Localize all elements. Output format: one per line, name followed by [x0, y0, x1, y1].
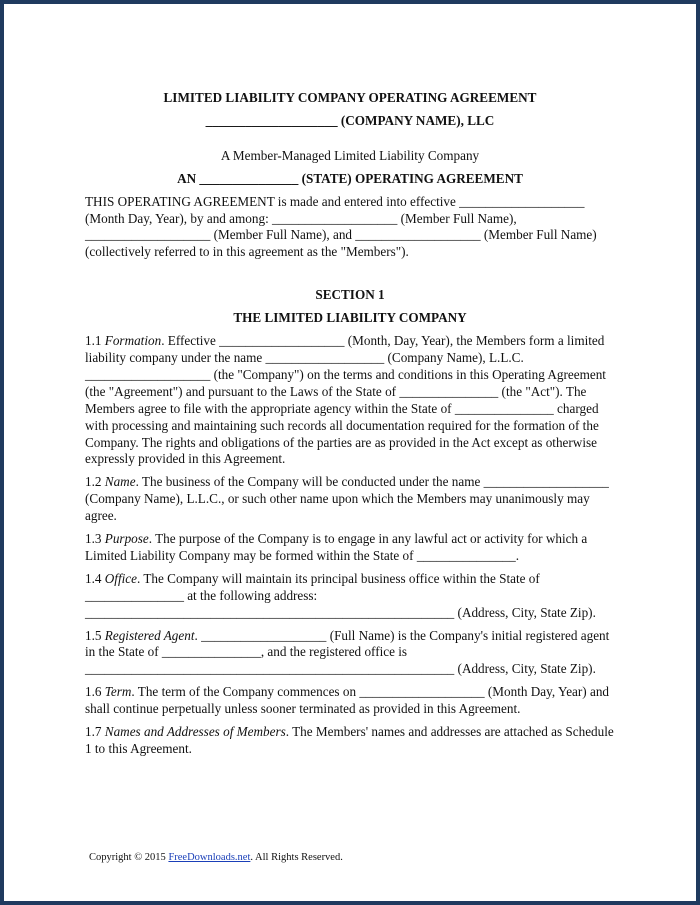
section-title: THE LIMITED LIABILITY COMPANY — [233, 310, 467, 326]
clause-1-7 — [85, 724, 615, 758]
clause-label: 1.7 — [85, 724, 105, 740]
clause-1-5 — [85, 628, 615, 679]
footer-prefix: Copyright © 2015 — [89, 852, 169, 863]
clause-term: Registered Agent — [104, 627, 195, 643]
clause-text: . The term of the Company commences on ___________________ (Month Day, Year) and shall continue perpetually unless sooner terminated as provided in this Agreement. — [85, 684, 610, 717]
copyright-footer — [89, 852, 343, 863]
clause-text: . The purpose of the Company is to engage in any lawful act or activity for which a Limited Liability Company may be formed within the State of _______________. — [85, 531, 588, 563]
clause-1-2 — [85, 474, 615, 525]
clause-term: Term — [104, 684, 132, 700]
clause-label: 1.4 — [85, 570, 105, 586]
clause-term: Office — [104, 570, 138, 586]
clause-term: Formation — [104, 333, 162, 349]
section-heading: SECTION 1 — [315, 287, 385, 303]
clause-label: 1.3 — [85, 531, 105, 547]
clause-1-6 — [85, 684, 615, 718]
clause-text: . ___________________ (Full Name) is the Company's initial registered agent in the State of _______________, and the registered office is ________________________________________________________ (Address, City, State Zip). — [85, 627, 610, 677]
document-subtitle: A Member-Managed Limited Liability Company — [220, 147, 480, 163]
company-name-line: ____________________ (COMPANY NAME), LLC — [205, 112, 495, 128]
clause-text: . Effective ___________________ (Month, Day, Year), the Members form a limited liability company under the name __________________ (Company Name), L.L.C. ___________________ (the "Company") on the terms and conditions in this Operating Agreement (the "Agreement") and pursuant to the Laws of the State of _______________ (the "Act"). The Members agree to file with the appropriate agency within the State of _______________ charged with processing and maintaining such records all documentation required for the formation of the Company. The rights and obligations of the parties are as provided in the Act except as otherwise expressly provided in this Agreement. — [85, 333, 606, 467]
clause-term: Names and Addresses of Members — [104, 724, 286, 740]
clause-term: Name — [104, 474, 136, 490]
clause-text: . The Members' names and addresses are attached as Schedule 1 to this Agreement. — [85, 724, 614, 756]
intro-paragraph: THIS OPERATING AGREEMENT is made and entered into effective ___________________ (Month Day, Year), by and among: ___________________ (Member Full Name), ___________________ (Member Full Name), and ___________________ (Member Full Name) (collectively referred to in this agreement as the "Members"). — [85, 193, 597, 260]
clause-label: 1.6 — [85, 684, 105, 700]
clause-label: 1.5 — [85, 627, 105, 643]
footer-suffix: . All Rights Reserved. — [250, 852, 343, 863]
document-body — [85, 90, 615, 758]
document-page — [4, 4, 696, 901]
clause-1-1 — [85, 333, 615, 468]
clause-1-3 — [85, 531, 615, 565]
clause-text: . The business of the Company will be conducted under the name ___________________ (Company Name), L.L.C., or such other name upon which the Members may unanimously may agree. — [85, 474, 609, 524]
freedownloads-link[interactable]: FreeDownloads.net — [168, 852, 251, 863]
clause-label: 1.1 — [85, 333, 105, 349]
clause-text: . The Company will maintain its principal business office within the State of _______________ at the following address: ________________________________________________________ (Address, City, State Zip). — [85, 570, 596, 620]
clause-label: 1.2 — [85, 474, 105, 490]
state-agreement-line: AN _______________ (STATE) OPERATING AGREEMENT — [177, 170, 523, 186]
clause-1-4 — [85, 571, 615, 622]
document-title: LIMITED LIABILITY COMPANY OPERATING AGREEMENT — [163, 90, 537, 105]
clause-term: Purpose — [104, 531, 149, 547]
